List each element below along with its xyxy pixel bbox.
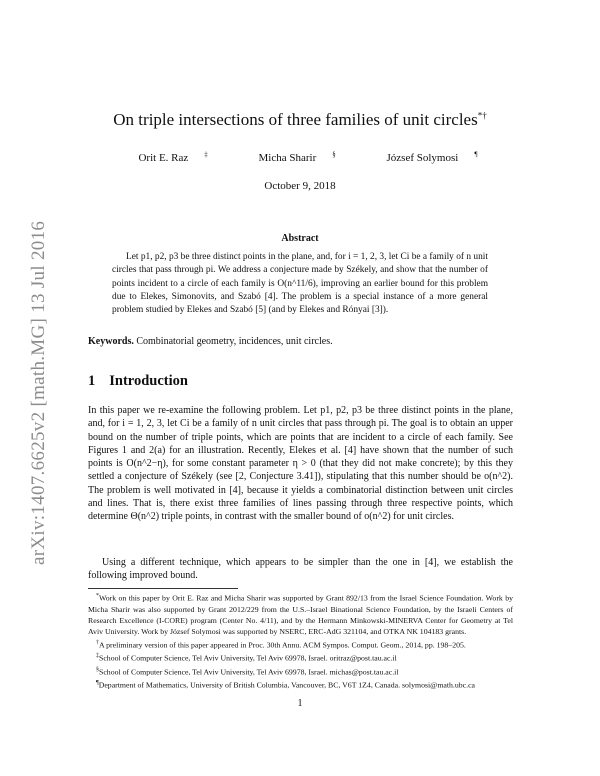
keywords xyxy=(88,336,518,347)
section-title: Introduction xyxy=(109,373,188,389)
author: Orit E. Raz ‡ xyxy=(138,150,208,164)
paper-date: October 9, 2018 xyxy=(264,180,336,192)
footnote: †A preliminary version of this paper appeared in Proc. 30th Annu. ACM Sympos. Comput. Geom., 2014, pp. 198–205. xyxy=(96,639,466,650)
footnote: §School of Computer Science, Tel Aviv University, Tel Aviv 69978, Israel. michas@post.tau.ac.il xyxy=(96,666,399,677)
footnote: ¶Department of Mathematics, University of British Columbia, Vancouver, BC, V6T 1Z4, Canada. solymosi@math.ubc.ca xyxy=(96,680,476,690)
keywords-text: Combinatorial geometry, incidences, unit circles. xyxy=(136,336,333,347)
intro-paragraph-2: Using a different technique, which appears to be simpler than the one in [4], we establish the following improved bound. xyxy=(88,557,513,582)
footnote: *Work on this paper by Orit E. Raz and Micha Sharir was supported by Grant 892/13 from the Israel Science Foundation. Work by Micha Sharir was also supported by Grant 2012/229 from the U.S.–Israel Binational Science Foundation, by the Israeli Centers of Research Excellence (I-CORE) program (Center No. 4/11), and by the Hermann Minkowski-MINERVA Center for Geometry at Tel Aviv University. Work by József Solymosi was supported by NSERC, ERC-AdG 321104, and OTKA NK 104183 grants. xyxy=(88,593,513,636)
author: József Solymosi ¶ xyxy=(386,150,478,164)
title-text: On triple intersections of three families of unit circles xyxy=(113,110,478,129)
footnotes xyxy=(88,591,513,692)
keywords-label: Keywords. xyxy=(88,336,134,347)
abstract-body: Let p1, p2, p3 be three distinct points in the plane, and, for i = 1, 2, 3, let Ci be a family of n unit circles that pass through pi. We address a conjecture made by Székely, and show that the number of points incident to a circle of each family is O(n^11/6), improving an earlier bound for this problem due to Elekes, Simonovits, and Szabó [4]. The problem is a special instance of a more general problem studied by Elekes and Szabó [5] (and by Elekes and Rónyai [3]). xyxy=(112,252,488,316)
page-number: 1 xyxy=(297,698,303,709)
paper-title xyxy=(0,110,600,130)
title-marks: *† xyxy=(477,110,487,121)
section-heading xyxy=(88,373,188,390)
author: Micha Sharir § xyxy=(258,150,336,164)
author-list xyxy=(0,150,600,164)
arxiv-identifier: arXiv:1407.6625v2 [math.MG] 13 Jul 2016 xyxy=(28,220,49,565)
intro-paragraph-1: In this paper we re-examine the following problem. Let p1, p2, p3 be three distinct points in the plane, and, for i = 1, 2, 3, let Ci be a family of n unit circles that pass through pi. The goal is to obtain an upper bound on the number of triple points, which are points that are incident to a circle of each family. See Figures 1 and 2(a) for an illustration. Recently, Elekes et al. [4] have shown that the number of such points is O(n^2−η), for some constant parameter η > 0 (that they did not make concrete); by this they settled a conjecture of Székely (see [2, Conjecture 3.41]), stipulating that this number should be o(n^2). The problem is well motivated in [4], because it yields a combinatorial distinction between unit circles and lines. That is, there exist three families of lines passing through three respective points, which determine Θ(n^2) triple points, in contrast with the smaller bound of o(n^2) for unit circles. xyxy=(88,405,513,523)
footnote-rule xyxy=(88,588,238,589)
abstract-heading: Abstract xyxy=(281,233,319,244)
footnote: ‡School of Computer Science, Tel Aviv University, Tel Aviv 69978, Israel. oritraz@post.tau.ac.il xyxy=(96,653,397,663)
section-number: 1 xyxy=(88,373,96,389)
